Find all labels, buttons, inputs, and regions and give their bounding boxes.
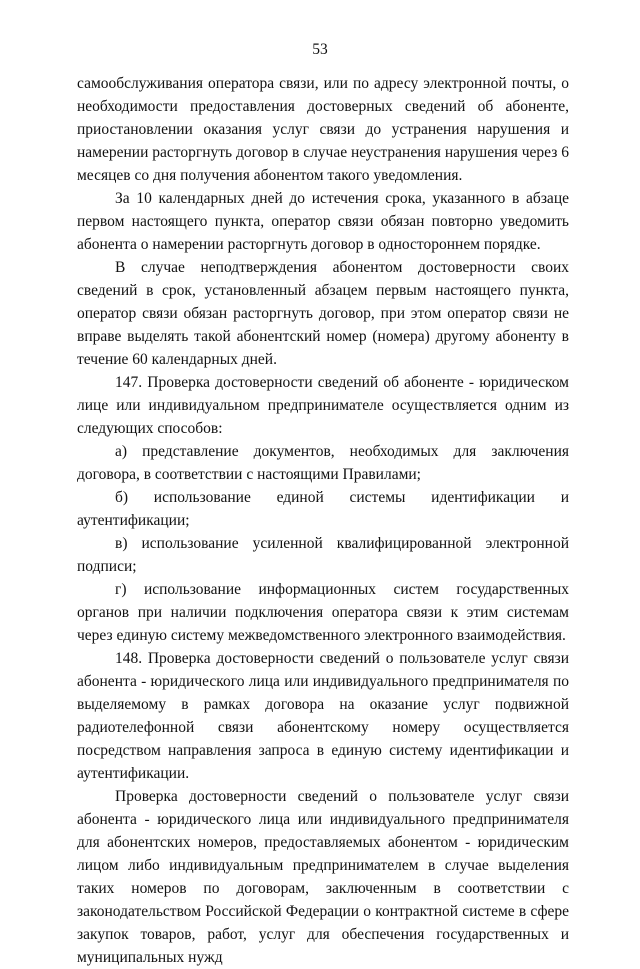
paragraph-clause-147: 147. Проверка достоверности сведений об абоненте - юридическом лице или индивидуальном предпринимателе осуществляется одним из следующих способов: (77, 374, 569, 437)
document-body (77, 72, 569, 969)
list-item-b: б) использование единой системы идентификации и аутентификации; (77, 489, 569, 529)
list-item-v: в) использование усиленной квалифицированной электронной подписи; (77, 535, 569, 575)
paragraph-notice-deadline: За 10 календарных дней до истечения срока, указанного в абзаце первом настоящего пункта, оператор связи обязан повторно уведомить абонента о намерении расторгнуть договор в одностороннем порядке. (77, 190, 569, 253)
paragraph-continuation: самообслуживания оператора связи, или по адресу электронной почты, о необходимости предоставления достоверных сведений об абоненте, приостановлении оказания услуг связи до устранения нарушения и намерении расторгнуть договор в случае неустранения нарушения через 6 месяцев со дня получения абонентом такого уведомления. (77, 75, 569, 184)
page-number: 53 (312, 41, 328, 58)
list-item-g: г) использование информационных систем государственных органов при наличии подключения оператора связи к этим системам через единую систему межведомственного электронного взаимодействия. (77, 581, 569, 644)
paragraph-non-confirmation: В случае неподтверждения абонентом достоверности своих сведений в срок, установленный абзацем первым настоящего пункта, оператор связи обязан расторгнуть договор, при этом оператор связи не вправе выделять такой абонентский номер (номера) другому абоненту в течение 60 календарных дней. (77, 259, 569, 368)
list-item-a: а) представление документов, необходимых для заключения договора, в соответствии с настоящими Правилами; (77, 443, 569, 483)
paragraph-clause-148: 148. Проверка достоверности сведений о пользователе услуг связи абонента - юридического лица или индивидуального предпринимателя по выделяемому в рамках договора на оказание услуг подвижной радиотелефонной связи абонентскому номеру осуществляется посредством направления запроса в единую систему идентификации и аутентификации. (77, 650, 569, 782)
paragraph-clause-148-continued: Проверка достоверности сведений о пользователе услуг связи абонента - юридического лица или индивидуального предпринимателя для абонентских номеров, предоставляемых абонентом - юридическим лицом либо индивидуальным предпринимателем в случае выделения таких номеров по договорам, заключенным в соответствии с законодательством Российской Федерации о контрактной системе в сфере закупок товаров, работ, услуг для обеспечения государственных и муниципальных нужд (77, 788, 569, 966)
